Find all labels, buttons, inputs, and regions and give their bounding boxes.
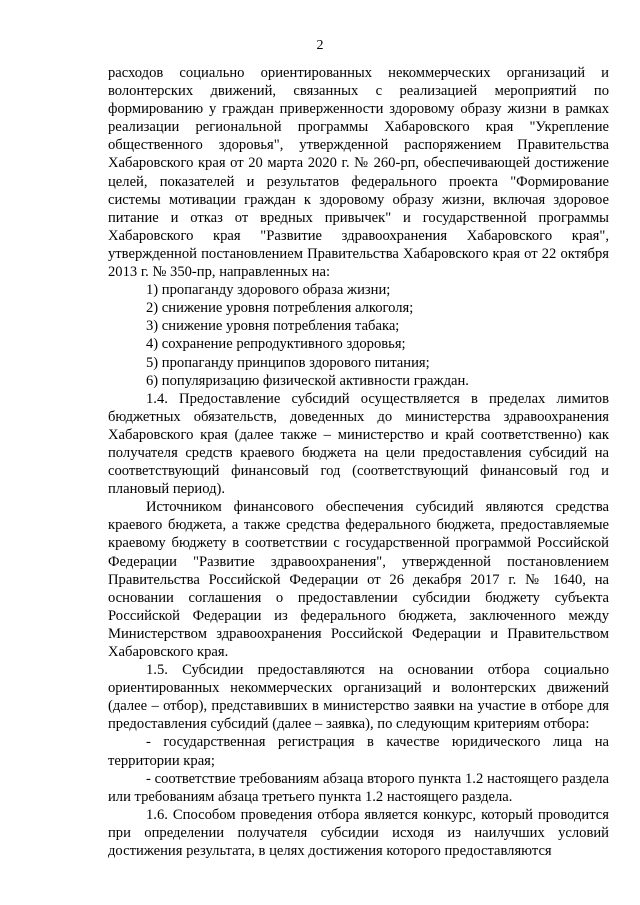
list-item-4: 4) сохранение репродуктивного здоровья; (146, 336, 406, 353)
paragraph-1-5: 1.5. Субсидии предоставляются на основании отбора социально ориентированных некоммерческих организаций и волонтерских движений (далее – отбор), представивших в министерство заявки на участие в отборе для предоставления субсидий (далее – заявка), по следующим критериям отбора: (108, 662, 609, 733)
list-item-1: 1) пропаганду здорового образа жизни; (146, 282, 391, 299)
page-number: 2 (316, 38, 324, 53)
document-body (108, 64, 609, 860)
paragraph-funding-source: Источником финансового обеспечения субсидий являются средства краевого бюджета, а также средства федерального бюджета, предоставляемые краевому бюджету в соответствии с государственной программой Российской Федерации "Развитие здравоохранения", утвержденной постановлением Правительства Российской Федерации от 26 декабря 2017 г. № 1640, на основании соглашения о предоставлении субсидии бюджету субъекта Российской Федерации из федерального бюджета, заключенного между Министерством здравоохранения Российской Федерации и Правительством Хабаровского края. (108, 499, 609, 660)
list-item-6: 6) популяризацию физической активности граждан. (146, 372, 469, 389)
list-item-3: 3) снижение уровня потребления табака; (146, 318, 400, 335)
list-item-5: 5) пропаганду принципов здорового питания; (146, 354, 430, 371)
list-item-2: 2) снижение уровня потребления алкоголя; (146, 300, 414, 317)
criterion-compliance: - соответствие требованиям абзаца второго пункта 1.2 настоящего раздела или требованиям абзаца третьего пункта 1.2 настоящего раздела. (108, 770, 609, 805)
paragraph-1-6: 1.6. Способом проведения отбора является конкурс, который проводится при определении получателя субсидии исходя из наилучших условий достижения результата, в целях достижения которого предоставляются (108, 806, 609, 860)
criterion-registration: - государственная регистрация в качестве юридического лица на территории края; (108, 734, 609, 769)
paragraph-1-4: 1.4. Предоставление субсидий осуществляется в пределах лимитов бюджетных обязательств, доведенных до министерства здравоохранения Хабаровского края (далее также – министерство и край соответственно) как получателя средств краевого бюджета на цели предоставления субсидий на соответствующий финансовый год (соответствующий финансовый год и плановый период). (108, 390, 609, 498)
paragraph-intro: расходов социально ориентированных некоммерческих организаций и волонтерских движений, связанных с реализацией мероприятий по формированию у граждан приверженности здоровому образу жизни в рамках реализации региональной программы Хабаровского края "Укрепление общественного здоровья", утвержденной распоряжением Правительства Хабаровского края от 20 марта 2020 г. № 260-рп, обеспечивающей достижение целей, показателей и результатов федерального проекта "Формирование системы мотивации граждан к здоровому образу жизни, включая здоровое питание и отказ от вредных привычек" и государственной программы Хабаровского края "Развитие здравоохранения Хабаровского края", утвержденной постановлением Правительства Хабаровского края от 22 октября 2013 г. № 350-пр, направленных на: (108, 65, 609, 281)
